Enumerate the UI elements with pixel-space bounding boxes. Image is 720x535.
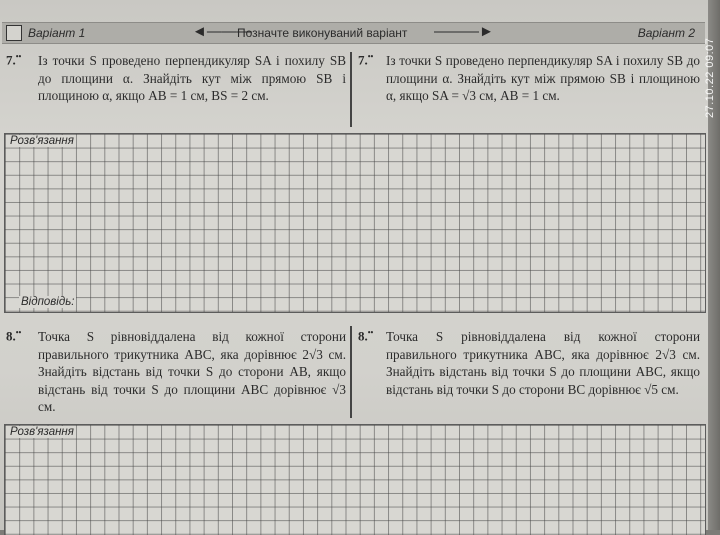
answer-label: Відповідь: [21, 296, 75, 308]
problem-8-right-text: Точка S рівновіддалена від кожної сторони правильного трикутника ABC, яка дорівнює 2√3 см. Знайдіть відстань від точки S до площини ABC, якщо відстань від точки S до сторони BC дорівнює √5 см. [386, 329, 700, 397]
problem-7-right-text: Із точки S проведено перпендикуляр SA і похилу SB до площини α. Знайдіть кут між прямою SB і площиною α, якщо SA = √3 см, AB = 1 см. [386, 53, 700, 103]
problem-number: 7. [6, 52, 16, 68]
difficulty-dots: •• [367, 328, 374, 337]
instruction-label: Позначте виконуваний варіант [237, 26, 408, 40]
problem-8-left-number [6, 328, 21, 344]
solution-label-2: Розв'язання [10, 426, 74, 438]
solution-grid-1[interactable] [4, 133, 706, 313]
arrow-right-icon: ———► [434, 23, 494, 40]
problem-number: 8. [6, 328, 16, 344]
solution-grid-2[interactable] [4, 424, 706, 535]
variant-1-label[interactable]: Варіант 1 [28, 26, 86, 40]
solution-label-1: Розв'язання [10, 135, 74, 147]
column-divider [350, 52, 352, 127]
problem-8-left-text: Точка S рівновіддалена від кожної сторони правильного трикутника ABC, яка дорівнює 2√3 см. Знайдіть відстань від точки S до сторони AB, якщо відстань від точки S до площини ABC дорівнює √3 см. [38, 329, 346, 414]
photo-date-stamp: 27.10.22 09:07 [704, 37, 716, 118]
problem-number: 8. [358, 328, 368, 344]
problem-7-left-text: Із точки S проведено перпендикуляр SA і похилу SB до площини α. Знайдіть кут між прямою SB і площиною α, якщо AB = 1 см, BS = 2 см. [38, 53, 346, 103]
arrow-left-icon: ◄——— [192, 23, 252, 40]
column-divider [350, 326, 352, 418]
problem-7-right-number [358, 52, 373, 68]
problem-8-right-number [358, 328, 373, 344]
variant-2-label[interactable]: Варіант 2 [637, 26, 695, 40]
variant-selector-bar [2, 22, 705, 44]
difficulty-dots: •• [15, 52, 22, 61]
difficulty-dots: •• [367, 52, 374, 61]
difficulty-dots: •• [15, 328, 22, 337]
problem-7-left-number [6, 52, 21, 68]
problem-number: 7. [358, 52, 368, 68]
variant-checkbox[interactable] [6, 25, 22, 41]
